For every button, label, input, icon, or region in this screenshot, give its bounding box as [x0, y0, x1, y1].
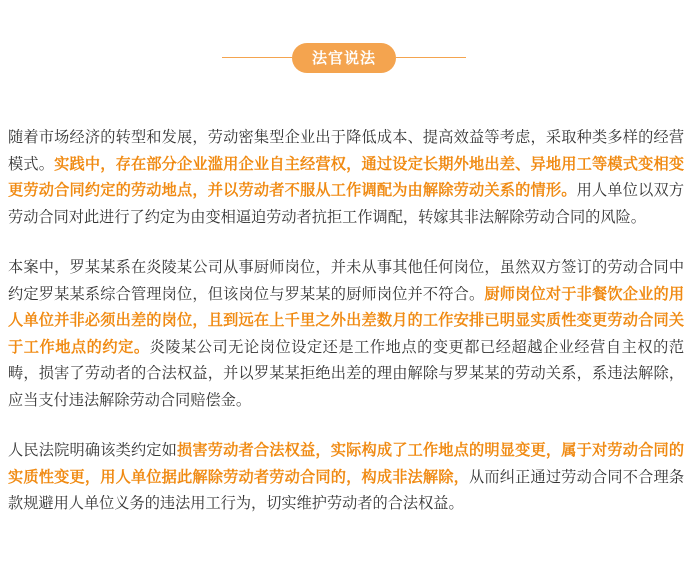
- paragraph-2-text: 本案中，罗某某系在炎陵某公司从事厨师岗位，并未从事其他任何岗位，虽然双方签订的劳动合同中约定罗某某系综合管理岗位，但该岗位与罗某某的厨师岗位并不符合。: [8, 258, 684, 303]
- article-body: [8, 124, 684, 517]
- paragraph-1-text: 随着市场经济的转型和发展，劳动密集型企业出于降低成本、提高效益等考虑，采取种类多样的经营模式。: [8, 128, 684, 173]
- section-header: [0, 43, 688, 73]
- paragraph-3-highlight: 损害劳动者合法权益，实际构成了工作地点的明显变更，属于对劳动合同的实质性变更，用人单位据此解除劳动者劳动合同的，构成非法解除，: [8, 441, 685, 486]
- paragraph-3-text-end: 从而纠正通过劳动合同不合理条款规避用人单位义务的违法用工行为，切实维护劳动者的合法权益。: [8, 467, 685, 512]
- header-divider-left: [222, 57, 292, 58]
- header-divider-right: [396, 57, 466, 58]
- paragraph-2-text-end: 炎陵某公司无论岗位设定还是工作地点的变更都已经超越企业经营自主权的范畴，损害了劳动者的合法权益，并以罗某某拒绝出差的理由解除与罗某某的劳动关系，系违法解除，应当支付违法解除劳动合同赔偿金。: [8, 337, 685, 409]
- paragraph-2-highlight: 厨师岗位对于非餐饮企业的用人单位并非必须出差的岗位，且到远在上千里之外出差数月的工作安排已明显实质性变更劳动合同关于工作地点的约定。: [8, 284, 685, 356]
- paragraph-2: [8, 254, 684, 413]
- section-title-badge: 法官说法: [292, 43, 396, 73]
- paragraph-3: [8, 437, 684, 517]
- paragraph-1: [8, 124, 684, 230]
- paragraph-3-text: 人民法院明确该类约定如: [8, 441, 178, 459]
- paragraph-1-highlight: 实践中，存在部分企业滥用企业自主经营权，通过设定长期外地出差、异地用工等模式变相变更劳动合同约定的劳动地点，并以劳动者不服从工作调配为由解除劳动关系的情形。: [8, 154, 685, 199]
- paragraph-1-text-end: 用人单位以双方劳动合同对此进行了约定为由变相逼迫劳动者抗拒工作调配，转嫁其非法解除劳动合同的风险。: [8, 181, 685, 226]
